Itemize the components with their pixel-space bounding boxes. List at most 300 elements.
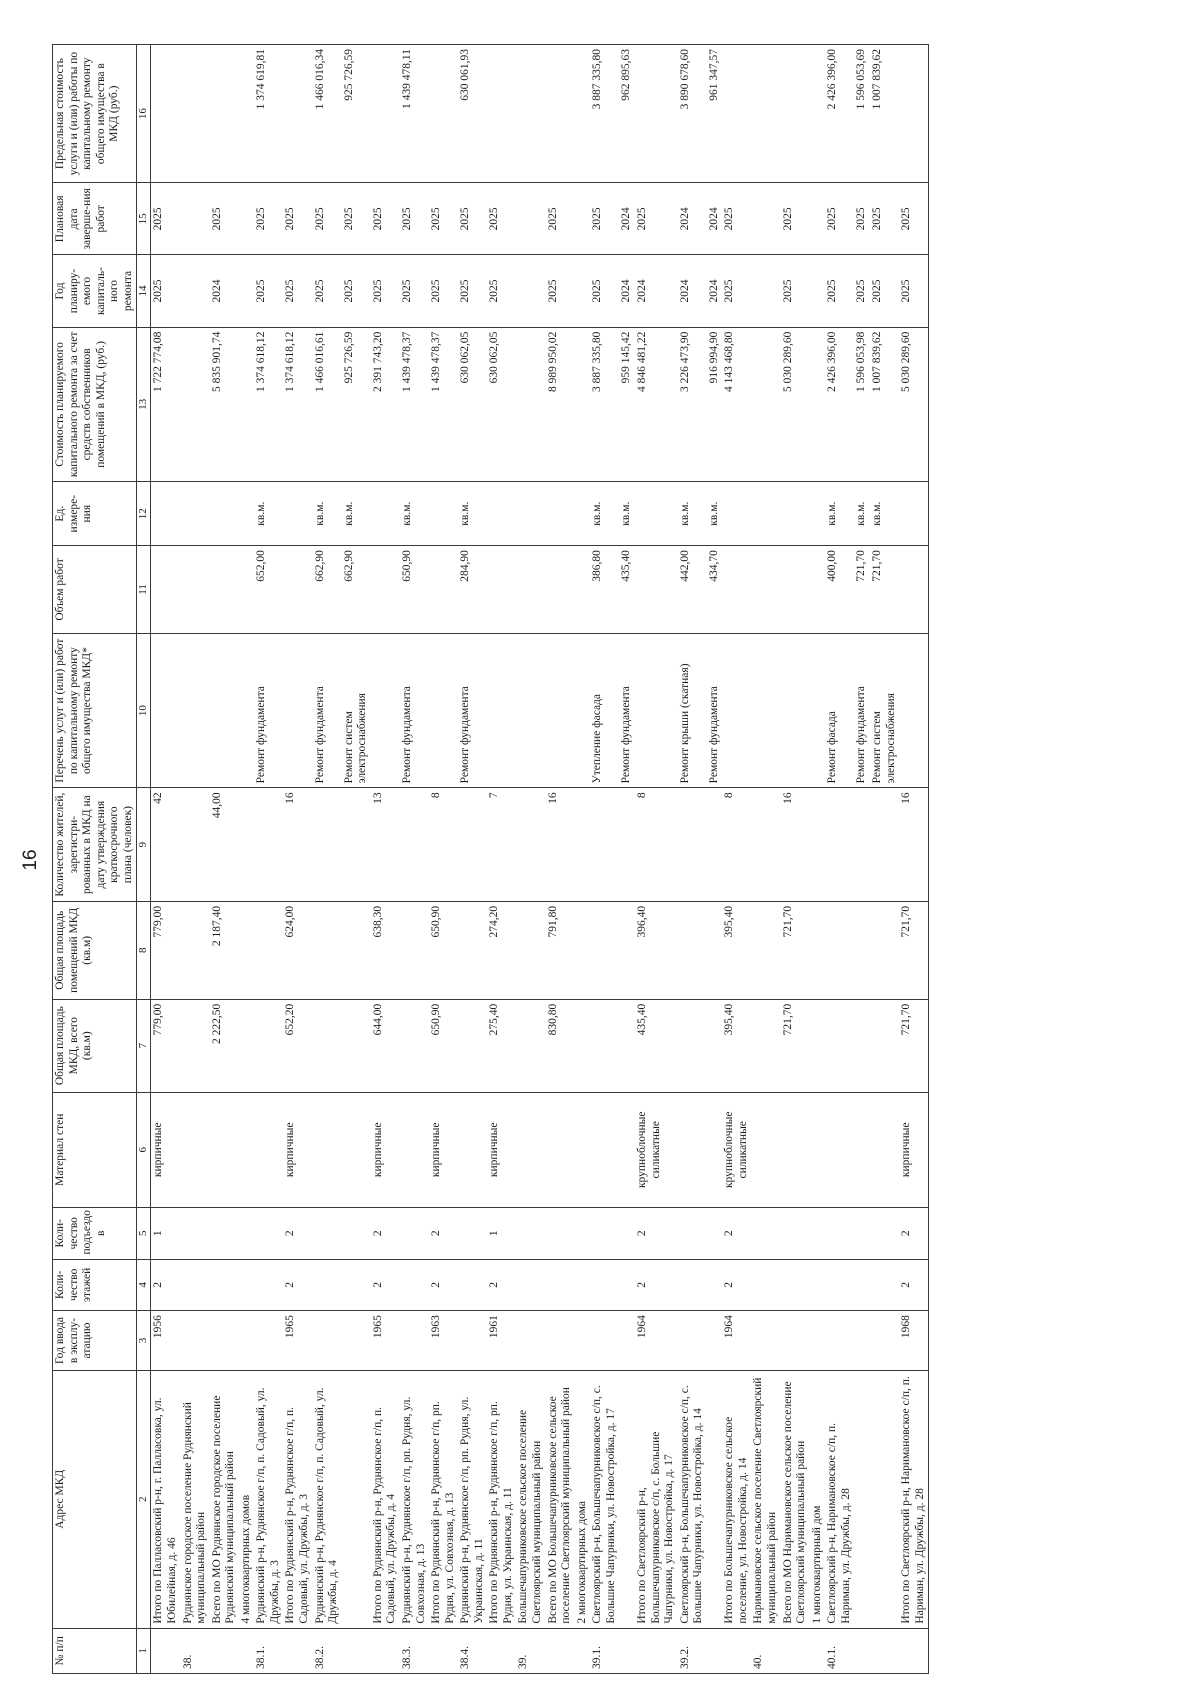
cell-floors (590, 1259, 619, 1311)
cell-addr: Итого по Палласовский р-н, г. Палласовка, ул. Юбилейная, д. 46 (151, 1370, 181, 1628)
cell-vol (181, 546, 210, 634)
cell-entr (781, 1208, 810, 1260)
cell-addr (619, 1370, 635, 1628)
cell-yr (751, 255, 780, 327)
cell-limit (781, 45, 810, 183)
table-row (854, 45, 870, 1674)
cell-people (313, 788, 342, 901)
cell-walls (342, 1092, 371, 1207)
cell-floors (210, 1259, 239, 1311)
cell-work (751, 633, 780, 788)
cell-unit (371, 482, 400, 546)
cell-cost: 8 989 950,02 (546, 327, 575, 482)
cell-entr (400, 1208, 429, 1260)
cell-work: Утепление фасада (590, 633, 619, 788)
column-header: Год ввода в эксплу-атацию (53, 1311, 137, 1371)
column-number: 12 (137, 482, 151, 546)
cell-entr (516, 1208, 545, 1260)
cell-cost: 1 596 053,98 (854, 327, 870, 482)
cell-people (825, 788, 854, 901)
cell-date: 2025 (825, 183, 854, 255)
cell-people: 16 (283, 788, 312, 901)
cell-limit (181, 45, 210, 183)
cell-year (575, 1311, 591, 1371)
cell-unit (151, 482, 181, 546)
cell-year: 1963 (429, 1311, 458, 1371)
cell-unit: кв.м. (870, 482, 899, 546)
cell-vol: 662,90 (342, 546, 371, 634)
cell-year (590, 1311, 619, 1371)
cell-area (239, 999, 255, 1092)
column-header: Стоимость планируемого капитального ремонта за счет средств собственников помещений в МКД, (руб.) (53, 327, 137, 482)
cell-addr: Итого по Руднянский р-н, Руднянское г/п, рп. Рудня, ул. Совхозная, д. 13 (429, 1370, 458, 1628)
cell-date: 2025 (635, 183, 678, 255)
table-row (722, 45, 751, 1674)
cell-people: 8 (635, 788, 678, 901)
cell-entr (546, 1208, 575, 1260)
cell-entr (458, 1208, 487, 1260)
column-number: 15 (137, 183, 151, 255)
column-number: 7 (137, 999, 151, 1092)
cell-vol (635, 546, 678, 634)
cell-year: 1956 (151, 1311, 181, 1371)
cell-addr (870, 1370, 899, 1628)
cell-floors (181, 1259, 210, 1311)
cell-vol: 386,80 (590, 546, 619, 634)
table-row (400, 45, 429, 1674)
cell-yr (575, 255, 591, 327)
cell-date (751, 183, 780, 255)
cell-unit (429, 482, 458, 546)
cell-area_p (575, 901, 591, 999)
cell-unit: кв.м. (313, 482, 342, 546)
cell-date (239, 183, 255, 255)
column-header: Коли-чество подъездо в (53, 1208, 137, 1260)
cell-walls: кирпичные (899, 1092, 929, 1207)
cell-cost (239, 327, 255, 482)
cell-floors (458, 1259, 487, 1311)
cell-area_p: 2 187,40 (210, 901, 239, 999)
cell-area_p (707, 901, 723, 999)
cell-vol: 650,90 (400, 546, 429, 634)
table-row (575, 45, 591, 1674)
cell-yr: 2025 (825, 255, 854, 327)
cell-people (239, 788, 255, 901)
cell-area: 721,70 (781, 999, 810, 1092)
cell-floors (619, 1259, 635, 1311)
cell-yr (810, 255, 826, 327)
cell-unit (781, 482, 810, 546)
table-row (487, 45, 516, 1674)
cell-unit (751, 482, 780, 546)
cell-cost: 3 887 335,80 (590, 327, 619, 482)
cell-work: Ремонт фундамента (313, 633, 342, 788)
cell-vol (151, 546, 181, 634)
cell-area: 435,40 (635, 999, 678, 1092)
cell-area_p (810, 901, 826, 999)
column-number: 5 (137, 1208, 151, 1260)
cell-entr: 2 (899, 1208, 929, 1260)
cell-unit (546, 482, 575, 546)
cell-cost: 5 030 289,60 (781, 327, 810, 482)
repair-plan-table (52, 44, 929, 1674)
cell-work (635, 633, 678, 788)
cell-entr: 1 (151, 1208, 181, 1260)
cell-addr: Руднянский р-н, Руднянское г/п, рп. Рудня, ул. Совхозная, д. 13 (400, 1370, 429, 1628)
cell-area_p: 274,20 (487, 901, 516, 999)
column-number: 4 (137, 1259, 151, 1311)
cell-vol: 721,70 (854, 546, 870, 634)
cell-n (283, 1628, 312, 1673)
cell-entr (342, 1208, 371, 1260)
cell-floors (810, 1259, 826, 1311)
cell-area (707, 999, 723, 1092)
column-header: Коли-чество этажей (53, 1259, 137, 1311)
cell-area (678, 999, 707, 1092)
cell-area_p: 638,30 (371, 901, 400, 999)
cell-walls (254, 1092, 283, 1207)
cell-n (239, 1628, 255, 1673)
cell-limit: 961 347,57 (707, 45, 723, 183)
cell-cost: 925 726,59 (342, 327, 371, 482)
cell-yr: 2025 (400, 255, 429, 327)
cell-yr: 2025 (781, 255, 810, 327)
cell-cost: 3 226 473,90 (678, 327, 707, 482)
cell-limit: 1 596 053,69 (854, 45, 870, 183)
cell-people (181, 788, 210, 901)
cell-year (825, 1311, 854, 1371)
cell-cost: 5 835 901,74 (210, 327, 239, 482)
cell-year (239, 1311, 255, 1371)
cell-yr (516, 255, 545, 327)
cell-walls: крупноблочные силикатные (722, 1092, 751, 1207)
cell-date (810, 183, 826, 255)
cell-walls (458, 1092, 487, 1207)
cell-cost: 1 007 839,62 (870, 327, 899, 482)
cell-year (751, 1311, 780, 1371)
cell-yr: 2025 (342, 255, 371, 327)
cell-date: 2025 (546, 183, 575, 255)
cell-entr (590, 1208, 619, 1260)
cell-yr: 2024 (210, 255, 239, 327)
cell-unit: кв.м. (254, 482, 283, 546)
cell-n (210, 1628, 239, 1673)
cell-walls (516, 1092, 545, 1207)
cell-date (181, 183, 210, 255)
cell-unit (487, 482, 516, 546)
cell-n (781, 1628, 810, 1673)
cell-people: 16 (781, 788, 810, 901)
cell-floors (678, 1259, 707, 1311)
cell-limit (210, 45, 239, 183)
cell-work: Ремонт фундамента (619, 633, 635, 788)
cell-limit (810, 45, 826, 183)
cell-area_p: 791,80 (546, 901, 575, 999)
cell-entr (619, 1208, 635, 1260)
cell-area_p: 396,40 (635, 901, 678, 999)
rotated-landscape-sheet (18, 40, 1188, 1680)
cell-addr: Итого по Руднянский р-н, Руднянское г/п, рп. Рудня, ул. Украинская, д. 11 (487, 1370, 516, 1628)
cell-unit (899, 482, 929, 546)
cell-work (575, 633, 591, 788)
cell-yr: 2024 (635, 255, 678, 327)
cell-floors (825, 1259, 854, 1311)
cell-limit (487, 45, 516, 183)
cell-vol (429, 546, 458, 634)
cell-area_p (590, 901, 619, 999)
cell-entr (181, 1208, 210, 1260)
cell-limit: 1 374 619,81 (254, 45, 283, 183)
cell-limit: 3 890 678,60 (678, 45, 707, 183)
table-row (429, 45, 458, 1674)
cell-date: 2025 (854, 183, 870, 255)
cell-yr: 2025 (487, 255, 516, 327)
cell-walls: кирпичные (487, 1092, 516, 1207)
cell-entr: 1 (487, 1208, 516, 1260)
cell-limit: 630 061,93 (458, 45, 487, 183)
cell-walls: крупноблочные силикатные (635, 1092, 678, 1207)
cell-work: Ремонт фундамента (854, 633, 870, 788)
cell-date: 2025 (899, 183, 929, 255)
cell-floors: 2 (429, 1259, 458, 1311)
cell-n (487, 1628, 516, 1673)
column-header: № п/п (53, 1628, 137, 1673)
cell-people (810, 788, 826, 901)
cell-yr: 2025 (722, 255, 751, 327)
cell-year (342, 1311, 371, 1371)
column-number: 2 (137, 1370, 151, 1628)
cell-date: 2025 (487, 183, 516, 255)
cell-work: Ремонт фундамента (458, 633, 487, 788)
cell-limit: 1 439 478,11 (400, 45, 429, 183)
cell-addr: Руднянский р-н, Руднянское г/п, п. Садовый, ул. Дружбы, д. 3 (254, 1370, 283, 1628)
cell-vol (239, 546, 255, 634)
cell-cost: 1 439 478,37 (429, 327, 458, 482)
cell-entr: 2 (371, 1208, 400, 1260)
cell-floors: 2 (371, 1259, 400, 1311)
cell-date: 2025 (429, 183, 458, 255)
cell-walls (825, 1092, 854, 1207)
cell-area_p (870, 901, 899, 999)
cell-yr (181, 255, 210, 327)
cell-people: 16 (899, 788, 929, 901)
cell-vol: 400,00 (825, 546, 854, 634)
cell-limit (751, 45, 780, 183)
cell-date: 2024 (707, 183, 723, 255)
cell-work (283, 633, 312, 788)
cell-unit (181, 482, 210, 546)
table-row (825, 45, 854, 1674)
cell-vol (283, 546, 312, 634)
column-header: Перечень услуг и (или) работ по капитальному ремонту общего имущества МКД* (53, 633, 137, 788)
column-header: Адрес МКД (53, 1370, 137, 1628)
cell-addr: Большечапурниковское сельское поселение Светлоярский муниципальный район (516, 1370, 545, 1628)
column-number: 9 (137, 788, 151, 901)
cell-area (181, 999, 210, 1092)
cell-vol (751, 546, 780, 634)
cell-cost: 1 722 774,08 (151, 327, 181, 482)
cell-area_p (254, 901, 283, 999)
cell-entr (313, 1208, 342, 1260)
cell-walls (870, 1092, 899, 1207)
column-number: 13 (137, 327, 151, 482)
column-number: 1 (137, 1628, 151, 1673)
cell-year (678, 1311, 707, 1371)
cell-area (313, 999, 342, 1092)
cell-walls (575, 1092, 591, 1207)
cell-n (722, 1628, 751, 1673)
table-row (254, 45, 283, 1674)
cell-area: 395,40 (722, 999, 751, 1092)
cell-cost: 630 062,05 (487, 327, 516, 482)
cell-yr: 2025 (429, 255, 458, 327)
cell-floors: 2 (151, 1259, 181, 1311)
cell-yr: 2024 (678, 255, 707, 327)
cell-work (722, 633, 751, 788)
table-row (751, 45, 780, 1674)
cell-unit (210, 482, 239, 546)
header-row (53, 45, 137, 1674)
cell-limit: 3 887 335,80 (590, 45, 619, 183)
cell-date: 2025 (210, 183, 239, 255)
cell-yr: 2025 (458, 255, 487, 327)
cell-yr: 2025 (371, 255, 400, 327)
table-row (678, 45, 707, 1674)
cell-addr: Наримановское сельское поселение Светлоярский муниципальный район (751, 1370, 780, 1628)
cell-limit (283, 45, 312, 183)
cell-floors (342, 1259, 371, 1311)
cell-people (678, 788, 707, 901)
cell-floors: 2 (283, 1259, 312, 1311)
cell-n (635, 1628, 678, 1673)
cell-n: 38.1. (254, 1628, 283, 1673)
table-row (707, 45, 723, 1674)
cell-people (870, 788, 899, 901)
table-row (458, 45, 487, 1674)
column-header: Общая площадь МКД, всего (кв.м) (53, 999, 137, 1092)
cell-limit (575, 45, 591, 183)
cell-yr: 2025 (899, 255, 929, 327)
cell-cost (810, 327, 826, 482)
column-header: Предельная стоимость услуги и (или) работы по капитальному ремонту общего имущества в МКД (руб.) (53, 45, 137, 183)
cell-year (254, 1311, 283, 1371)
table-row (342, 45, 371, 1674)
cell-n (546, 1628, 575, 1673)
cell-work: Ремонт фундамента (707, 633, 723, 788)
cell-year: 1965 (283, 1311, 312, 1371)
column-number: 3 (137, 1311, 151, 1371)
cell-year (870, 1311, 899, 1371)
cell-n (854, 1628, 870, 1673)
cell-unit: кв.м. (707, 482, 723, 546)
cell-work (371, 633, 400, 788)
cell-yr: 2024 (619, 255, 635, 327)
cell-area_p (342, 901, 371, 999)
cell-walls (678, 1092, 707, 1207)
cell-cost: 1 466 016,61 (313, 327, 342, 482)
cell-work (210, 633, 239, 788)
cell-year: 1964 (722, 1311, 751, 1371)
cell-walls (181, 1092, 210, 1207)
cell-area_p: 650,90 (429, 901, 458, 999)
cell-area: 652,20 (283, 999, 312, 1092)
cell-yr (239, 255, 255, 327)
column-number: 11 (137, 546, 151, 634)
cell-addr: 4 многоквартирных домов (239, 1370, 255, 1628)
table-row (781, 45, 810, 1674)
cell-limit (151, 45, 181, 183)
cell-entr (707, 1208, 723, 1260)
cell-people (575, 788, 591, 901)
cell-area: 275,40 (487, 999, 516, 1092)
cell-limit: 962 895,63 (619, 45, 635, 183)
cell-limit (546, 45, 575, 183)
cell-addr: Светлоярский р-н, Большечапурниковское с/п, с. Большие Чапурники, ул. Новостройка, д. 14 (678, 1370, 707, 1628)
cell-n: 39.1. (590, 1628, 619, 1673)
cell-walls: кирпичные (429, 1092, 458, 1207)
cell-n (342, 1628, 371, 1673)
cell-vol (575, 546, 591, 634)
cell-area (575, 999, 591, 1092)
cell-work: Ремонт систем электроснабжения (342, 633, 371, 788)
cell-entr (870, 1208, 899, 1260)
cell-limit (429, 45, 458, 183)
cell-area: 644,00 (371, 999, 400, 1092)
column-number: 16 (137, 45, 151, 183)
cell-n (371, 1628, 400, 1673)
cell-walls (810, 1092, 826, 1207)
cell-floors (313, 1259, 342, 1311)
cell-area (825, 999, 854, 1092)
cell-limit (635, 45, 678, 183)
cell-addr: Светлоярский р-н, Большечапурниковское с/п, с. Большие Чапурники, ул. Новостройка, д. 17 (590, 1370, 619, 1628)
cell-floors (575, 1259, 591, 1311)
cell-yr: 2025 (546, 255, 575, 327)
cell-addr: Всего по МО Руднянское городское поселение Руднянский муниципальный район (210, 1370, 239, 1628)
cell-people (854, 788, 870, 901)
cell-walls (313, 1092, 342, 1207)
cell-walls (781, 1092, 810, 1207)
cell-cost: 2 391 743,20 (371, 327, 400, 482)
cell-date: 2025 (870, 183, 899, 255)
cell-date: 2025 (590, 183, 619, 255)
cell-yr: 2025 (283, 255, 312, 327)
cell-vol (722, 546, 751, 634)
cell-vol: 721,70 (870, 546, 899, 634)
cell-yr: 2025 (590, 255, 619, 327)
cell-n: 40. (751, 1628, 780, 1673)
cell-addr: 2 многоквартирных дома (575, 1370, 591, 1628)
column-header: Плановая дата заверше-ния работ (53, 183, 137, 255)
cell-addr: 1 многоквартирный дом (810, 1370, 826, 1628)
cell-year (854, 1311, 870, 1371)
cell-unit: кв.м. (678, 482, 707, 546)
cell-walls: кирпичные (151, 1092, 181, 1207)
cell-unit: кв.м. (619, 482, 635, 546)
cell-work (487, 633, 516, 788)
column-number: 6 (137, 1092, 151, 1207)
cell-area (751, 999, 780, 1092)
cell-floors (400, 1259, 429, 1311)
cell-floors (781, 1259, 810, 1311)
cell-addr: Руднянский р-н, Руднянское г/п, рп. Рудня, ул. Украинская, д. 11 (458, 1370, 487, 1628)
cell-n (899, 1628, 929, 1673)
cell-vol: 284,90 (458, 546, 487, 634)
cell-area (590, 999, 619, 1092)
cell-people (707, 788, 723, 901)
cell-work: Ремонт фасада (825, 633, 854, 788)
cell-people: 13 (371, 788, 400, 901)
